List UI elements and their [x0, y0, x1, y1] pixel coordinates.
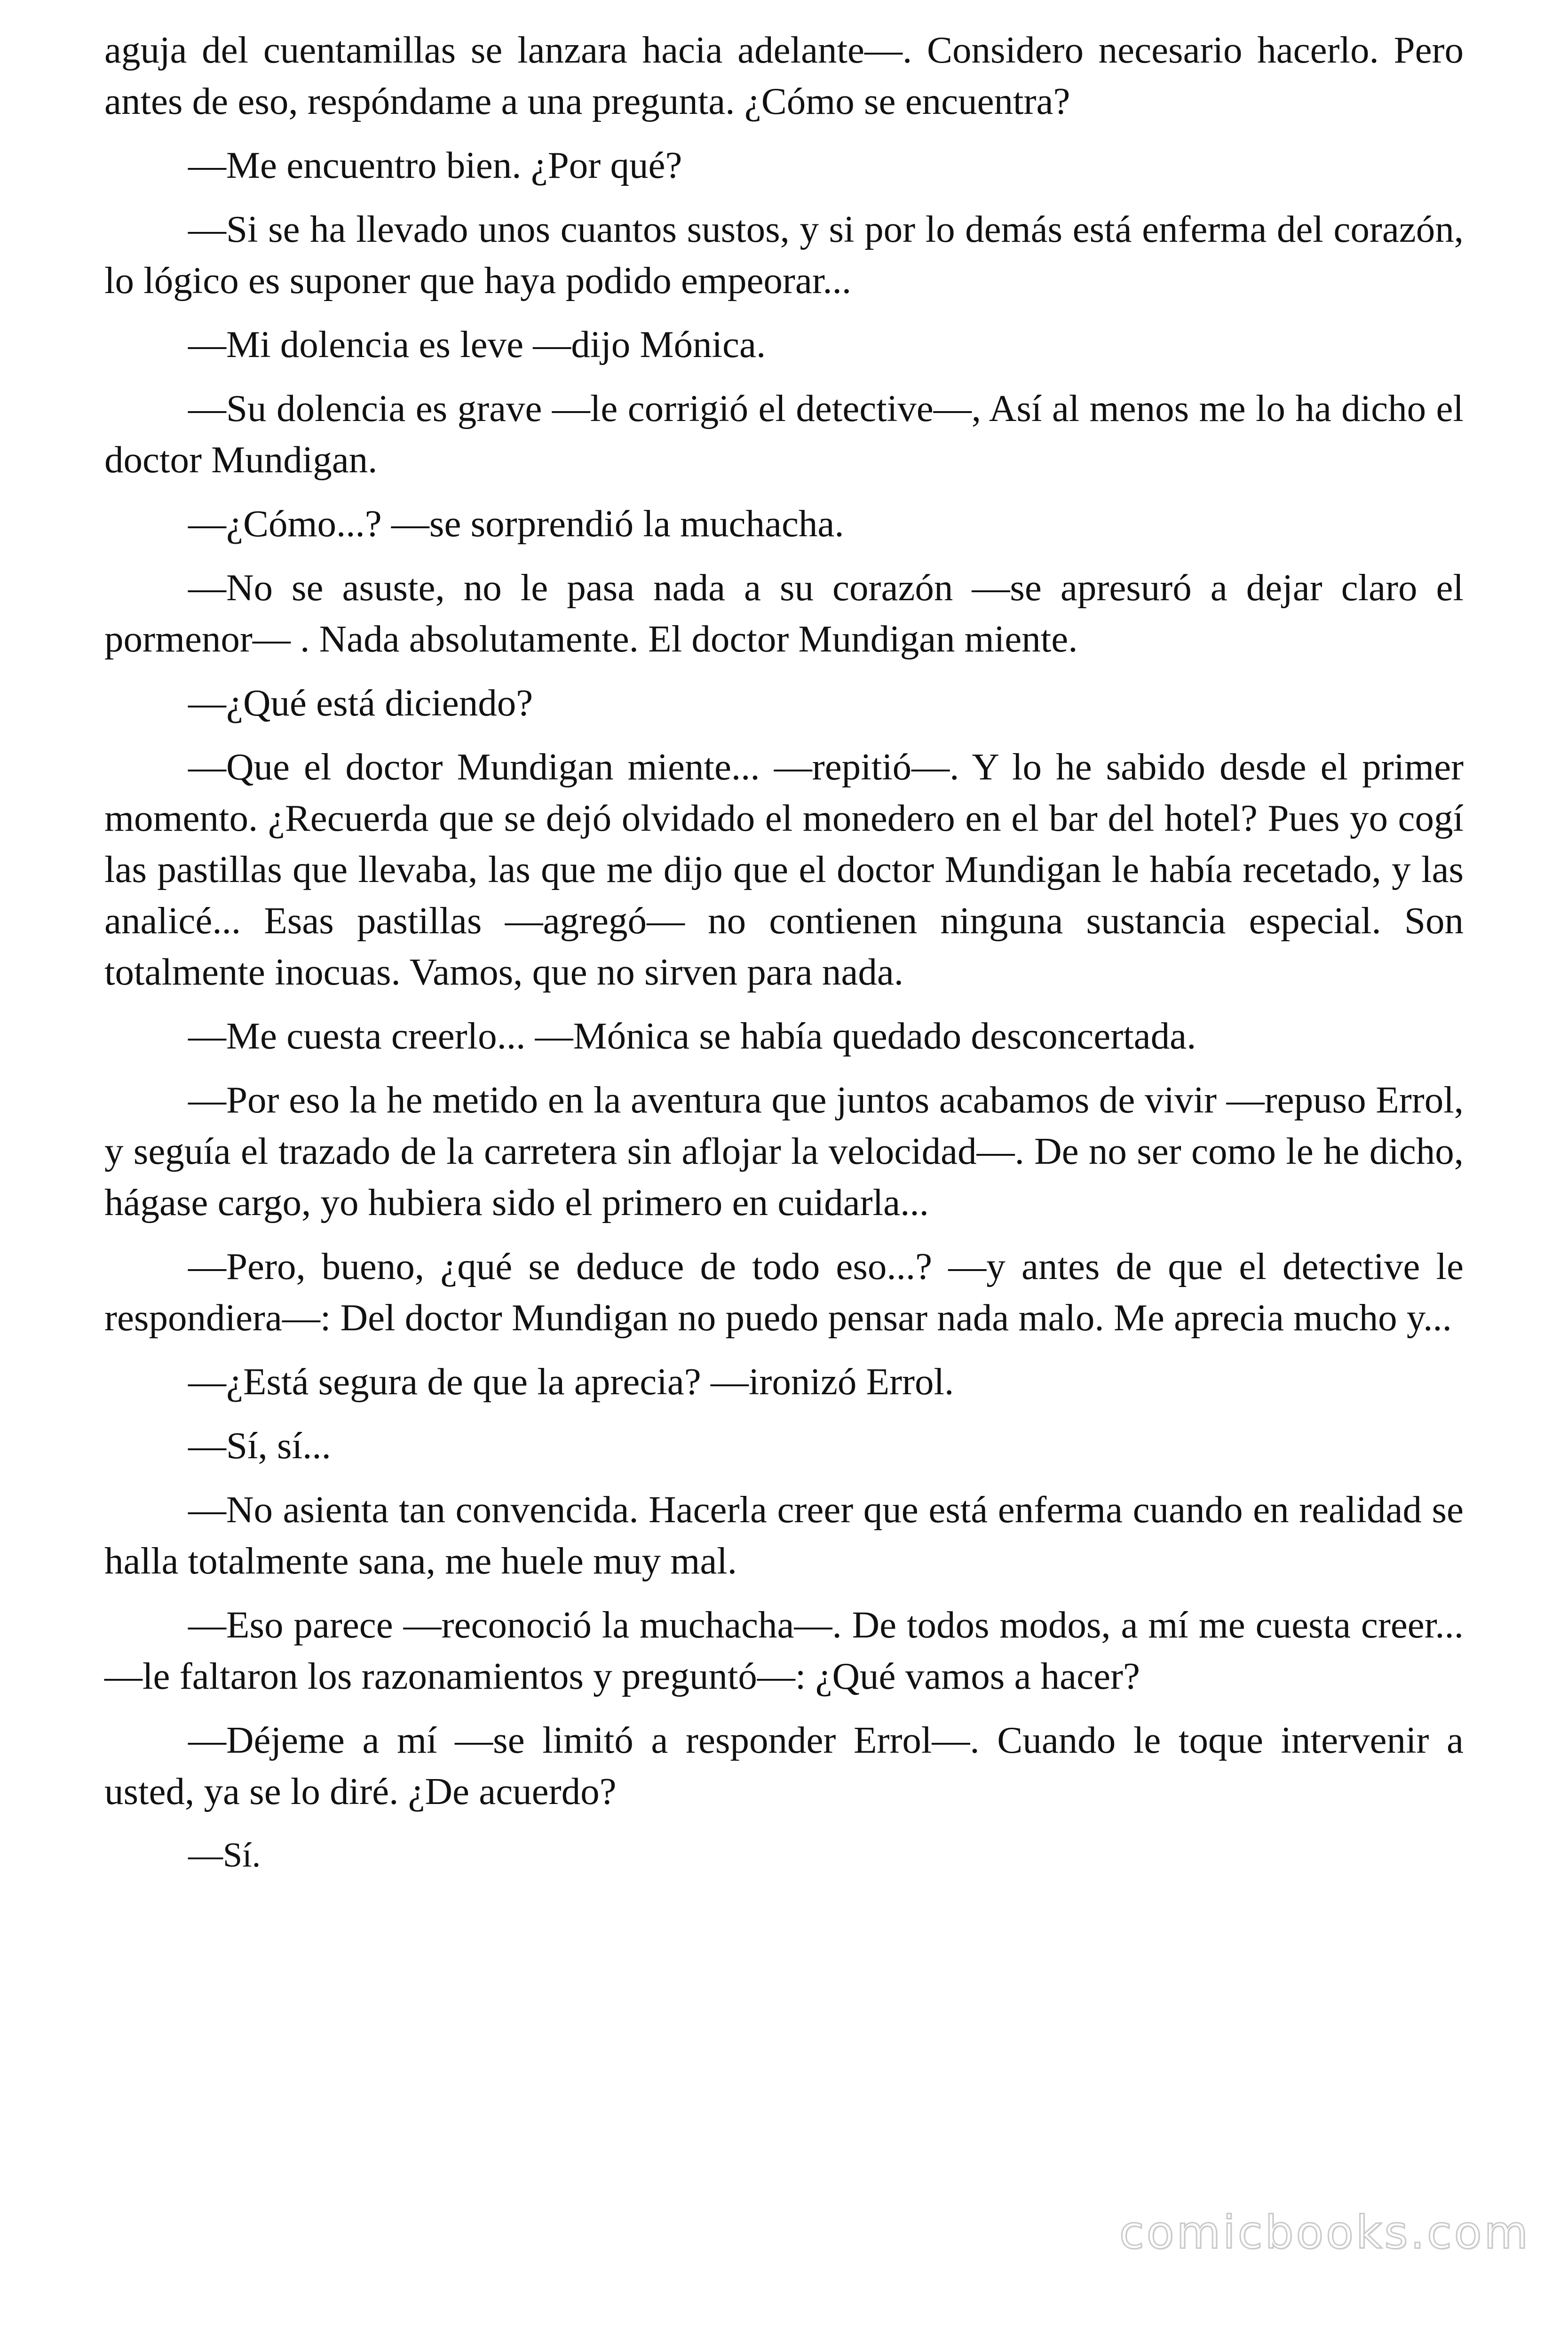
paragraph: —No asienta tan convencida. Hacerla creer que está enferma cuando en realidad se halla totalmente sana, me huele muy mal.: [104, 1488, 1464, 1582]
paragraph: —Me encuentro bien. ¿Por qué?: [188, 144, 682, 186]
paragraph: —Sí.: [188, 1836, 261, 1875]
paragraph: —Sí, sí...: [188, 1424, 331, 1467]
paragraph: —¿Qué está diciendo?: [188, 682, 533, 724]
watermark: comicbooks.com: [1119, 2206, 1530, 2259]
paragraph: —Su dolencia es grave —le corrigió el detective—, Así al menos me lo ha dicho el doctor Mundigan.: [104, 387, 1464, 481]
paragraph: —Que el doctor Mundigan miente... —repitió—. Y lo he sabido desde el primer momento. ¿Recuerda que se dejó olvidado el monedero en el bar del hotel? Pues yo cogí las pastillas que llevaba, las que me dijo que el doctor Mundigan le había recetado, y las analicé... Esas pastillas —agregó— no contienen ninguna sustancia especial. Son totalmente inocuas. Vamos, que no sirven para nada.: [104, 746, 1464, 993]
paragraph: —¿Está segura de que la aprecia? —ironizó Errol.: [188, 1360, 954, 1403]
paragraph: —¿Cómo...? —se sorprendió la muchacha.: [188, 502, 844, 545]
paragraph: —No se asuste, no le pasa nada a su corazón —se apresuró a dejar claro el pormenor— . Nada absolutamente. El doctor Mundigan miente.: [104, 566, 1464, 660]
paragraph: —Por eso la he metido en la aventura que juntos acabamos de vivir —repuso Errol, y seguía el trazado de la carretera sin aflojar la velocidad—. De no ser como le he dicho, hágase cargo, yo hubiera sido el primero en cuidarla...: [104, 1079, 1464, 1224]
paragraph: —Mi dolencia es leve —dijo Mónica.: [188, 323, 766, 366]
paragraph: —Pero, bueno, ¿qué se deduce de todo eso...? —y antes de que el detective le respondiera—: Del doctor Mundigan no puedo pensar nada malo. Me aprecia mucho y...: [104, 1245, 1464, 1339]
paragraph: —Si se ha llevado unos cuantos sustos, y si por lo demás está enferma del corazón, lo lógico es suponer que haya podido empeorar...: [104, 208, 1464, 302]
paragraph: aguja del cuentamillas se lanzara hacia adelante—. Considero necesario hacerlo. Pero antes de eso, respóndame a una pregunta. ¿Cómo se encuentra?: [104, 29, 1464, 122]
page-body: [104, 24, 1464, 1894]
paragraph: —Me cuesta creerlo... —Mónica se había quedado desconcertada.: [188, 1015, 1196, 1057]
paragraph: —Déjeme a mí —se limitó a responder Errol—. Cuando le toque intervenir a usted, ya se lo diré. ¿De acuerdo?: [104, 1719, 1464, 1812]
paragraph: —Eso parece —reconoció la muchacha—. De todos modos, a mí me cuesta creer... —le faltaron los razonamientos y preguntó—: ¿Qué vamos a hacer?: [104, 1604, 1464, 1697]
